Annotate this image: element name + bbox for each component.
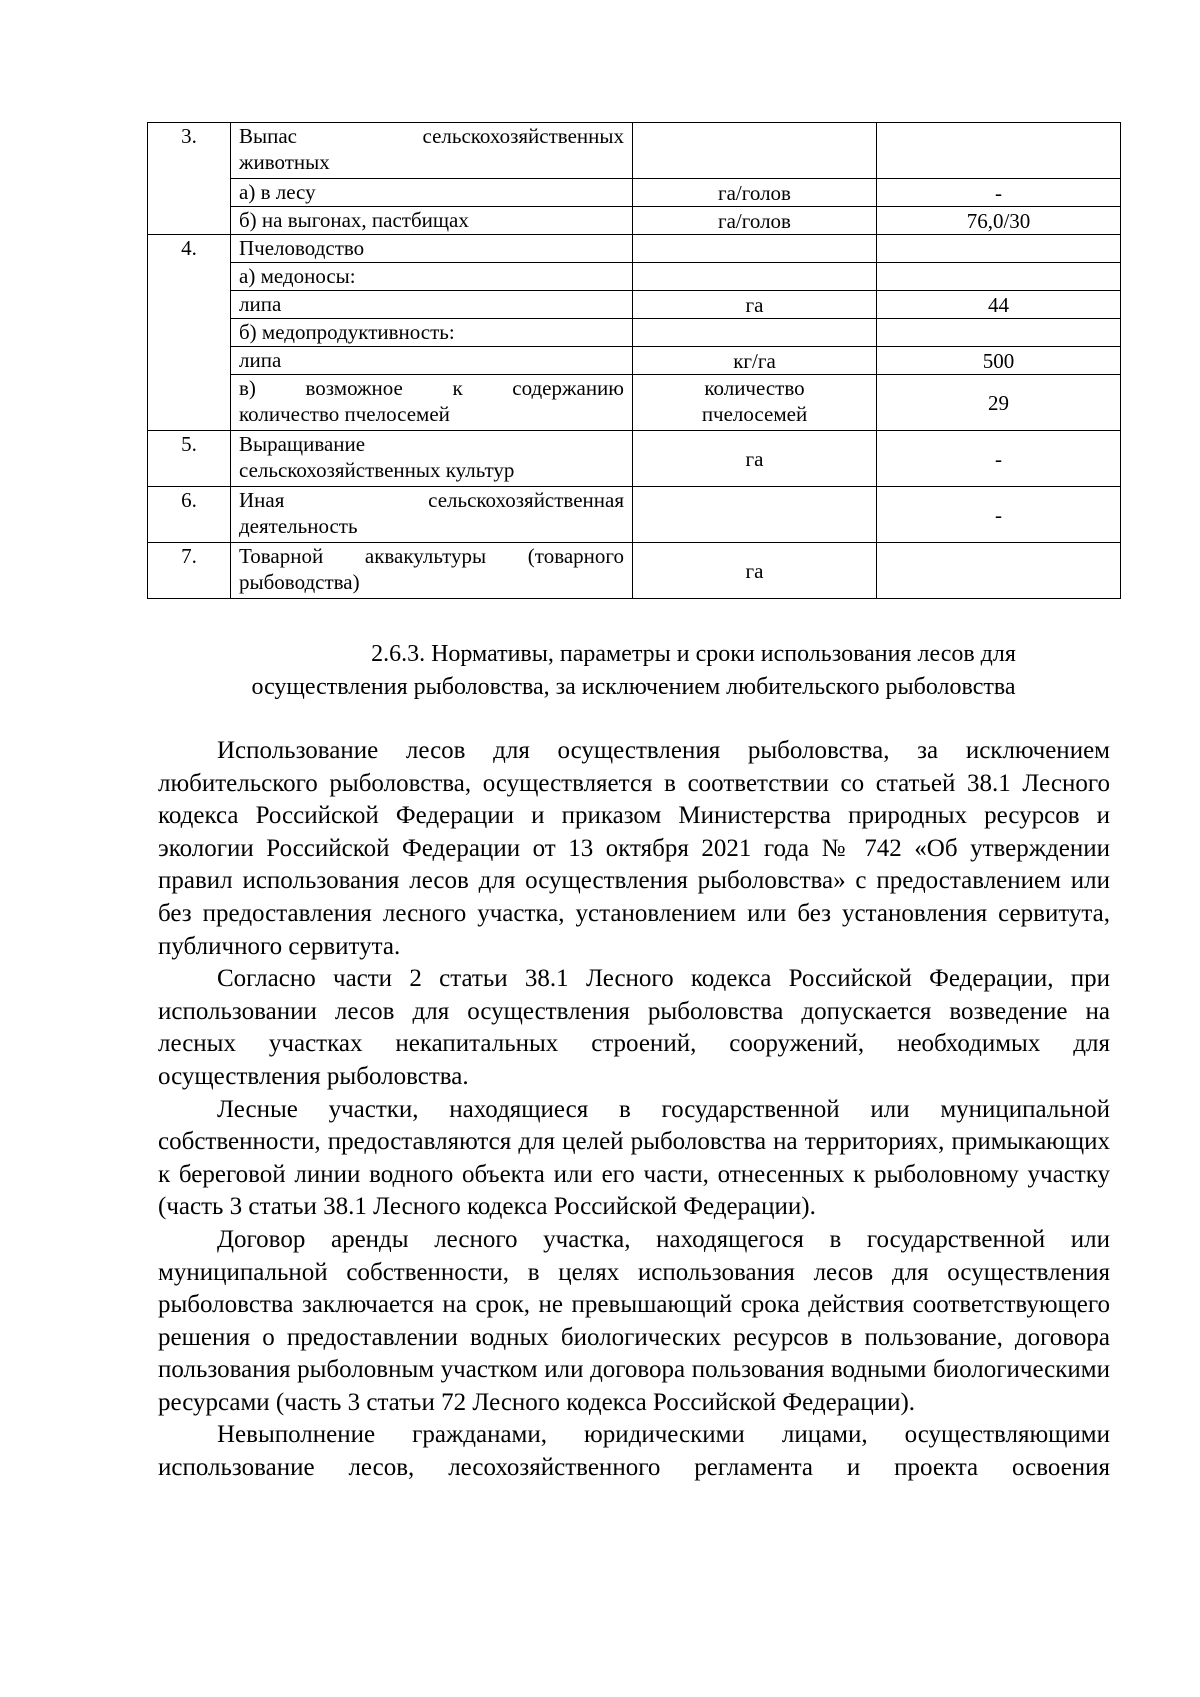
table-row — [148, 235, 1121, 263]
row-unit — [633, 235, 877, 263]
table-row — [148, 543, 1121, 599]
row-value — [877, 319, 1121, 347]
row-name: а) в лесу — [231, 179, 633, 207]
table-row — [148, 487, 1121, 543]
row-unit — [633, 123, 877, 179]
row-unit — [633, 263, 877, 291]
body-text — [158, 735, 1110, 1485]
table-row — [148, 375, 1121, 431]
row-name: липа — [231, 291, 633, 319]
row-number: 7. — [148, 543, 231, 599]
table-row — [148, 179, 1121, 207]
row-number: 5. — [148, 431, 231, 487]
table-row — [148, 291, 1121, 319]
row-value — [877, 235, 1121, 263]
row-name: б) медопродуктивность: — [231, 319, 633, 347]
section-heading-line: 2.6.3. Нормативы, параметры и сроки использования лесов для — [371, 641, 1016, 667]
row-number: 3. — [148, 123, 231, 235]
row-value — [877, 123, 1121, 179]
row-value — [877, 263, 1121, 291]
paragraph: Согласно части 2 статьи 38.1 Лесного кодекса Российской Федерации, при использовании лесов для осуществления рыболовства допускается возведение на лесных участках некапитальных строений, сооружений, необходимых для осуществления рыболовства. — [158, 965, 1110, 1090]
section-heading — [147, 638, 1120, 704]
row-value: - — [877, 179, 1121, 207]
row-value: - — [877, 487, 1121, 543]
table-row — [148, 431, 1121, 487]
row-value: 76,0/30 — [877, 207, 1121, 235]
table-row — [148, 263, 1121, 291]
row-name: а) медоносы: — [231, 263, 633, 291]
row-name: Товарной аквакультуры (товарного рыбоводства) — [231, 543, 633, 599]
paragraph: Невыполнение гражданами, юридическими лицами, осуществляющими использование лесов, лесохозяйственного регламента и проекта освоения — [158, 1421, 1110, 1482]
row-value: 29 — [877, 375, 1121, 431]
table-row — [148, 347, 1121, 375]
row-number: 4. — [148, 235, 231, 431]
row-unit: количество пчелосемей — [633, 375, 877, 431]
row-name: Выпас сельскохозяйственных животных — [231, 123, 633, 179]
row-unit — [633, 487, 877, 543]
row-unit: кг/га — [633, 347, 877, 375]
row-unit: га — [633, 543, 877, 599]
row-unit: га/голов — [633, 207, 877, 235]
row-name: Выращивание сельскохозяйственных культур — [231, 431, 633, 487]
row-name: б) на выгонах, пастбищах — [231, 207, 633, 235]
row-name: Пчеловодство — [231, 235, 633, 263]
row-unit: га — [633, 431, 877, 487]
row-value — [877, 543, 1121, 599]
row-number: 6. — [148, 487, 231, 543]
row-unit — [633, 319, 877, 347]
paragraph: Использование лесов для осуществления рыболовства, за исключением любительского рыболовства, осуществляется в соответствии со статьей 38.1 Лесного кодекса Российской Федерации и приказом Министерства природных ресурсов и экологии Российской Федерации от 13 октября 2021 года № 742 «Об утверждении правил использования лесов для осуществления рыболовства» с предоставлением или без предоставления лесного участка, установлением или без установления сервитута, публичного сервитута. — [158, 737, 1110, 960]
table-row — [148, 207, 1121, 235]
row-value: 44 — [877, 291, 1121, 319]
row-value: - — [877, 431, 1121, 487]
row-value: 500 — [877, 347, 1121, 375]
forest-use-norms-table — [147, 122, 1121, 599]
table-row — [148, 123, 1121, 179]
row-unit: га — [633, 291, 877, 319]
row-unit: га/голов — [633, 179, 877, 207]
paragraph: Договор аренды лесного участка, находящегося в государственной или муниципальной собственности, в целях использования лесов для осуществления рыболовства заключается на срок, не превышающий срока действия соответствующего решения о предоставлении водных биологических ресурсов в пользование, договора пользования рыболовным участком или договора пользования водными биологическими ресурсами (часть 3 статьи 72 Лесного кодекса Российской Федерации). — [158, 1225, 1110, 1416]
row-name: липа — [231, 347, 633, 375]
section-heading-line: осуществления рыболовства, за исключением любительского рыболовства — [251, 674, 1016, 700]
paragraph: Лесные участки, находящиеся в государственной или муниципальной собственности, предоставляются для целей рыболовства на территориях, примыкающих к береговой линии водного объекта или его части, отнесенных к рыболовному участку (часть 3 статьи 38.1 Лесного кодекса Российской Федерации). — [158, 1095, 1110, 1221]
row-name: в) возможное к содержанию количество пчелосемей — [231, 375, 633, 431]
row-name: Иная сельскохозяйственная деятельность — [231, 487, 633, 543]
table-row — [148, 319, 1121, 347]
